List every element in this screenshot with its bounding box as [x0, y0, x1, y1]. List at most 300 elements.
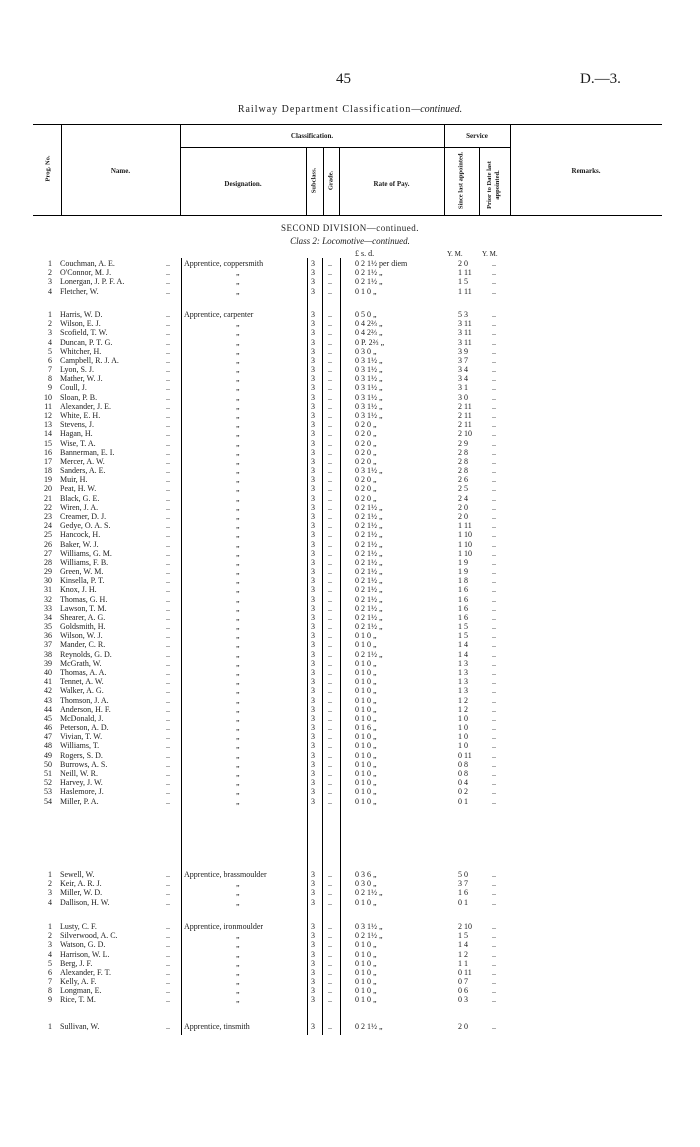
grade-dots: .. [328, 530, 332, 540]
service-since-last: 2 9 [458, 438, 468, 448]
designation-ditto: „ [236, 723, 240, 733]
rate-of-pay: 0 2 1½ „ [355, 622, 383, 632]
service-since-last: 2 0 [458, 511, 468, 521]
leader-dots: .. [166, 704, 170, 714]
employee-name: Kinsella, P. T. [60, 576, 105, 586]
page-title [0, 104, 700, 115]
rate-of-pay: 0 1 0 „ [355, 977, 377, 987]
service-since-last: 0 11 [458, 750, 472, 760]
designation-ditto: „ [236, 732, 240, 742]
prog-number: 2 [48, 268, 52, 278]
leader-dots: .. [166, 622, 170, 632]
leader-dots: .. [166, 401, 170, 411]
service-since-last: 1 6 [458, 888, 468, 898]
leader-dots: .. [166, 447, 170, 457]
currency-header: £ s. d. [355, 249, 375, 258]
designation-ditto: „ [236, 931, 240, 941]
grade-dots: .. [328, 475, 332, 485]
designation-ditto: „ [236, 401, 240, 411]
grade-dots: .. [328, 383, 332, 393]
subclass-value: 3 [311, 337, 315, 347]
grade-dots: .. [328, 355, 332, 365]
subclass-value: 3 [311, 355, 315, 365]
rate-of-pay: 0 1 0 „ [355, 995, 377, 1005]
designation-ditto: „ [236, 778, 240, 788]
leader-dots: .. [166, 796, 170, 806]
grade-dots: .. [328, 484, 332, 494]
service-since-last: 2 11 [458, 401, 472, 411]
rate-of-pay: 0 4 2⅔ „ [355, 328, 383, 338]
rate-of-pay: 0 2 1½ „ [355, 888, 383, 898]
prior-dots: .. [492, 612, 496, 622]
prog-number: 32 [44, 594, 52, 604]
grade-dots: .. [328, 940, 332, 950]
subclass-value: 3 [311, 940, 315, 950]
service-since-last: 0 2 [458, 787, 468, 797]
prior-dots: .. [492, 796, 496, 806]
prog-number: 3 [48, 940, 52, 950]
service-since-last: 1 10 [458, 539, 472, 549]
subclass-value: 3 [311, 585, 315, 595]
leader-dots: .. [166, 640, 170, 650]
service-since-last: 0 6 [458, 986, 468, 996]
rate-of-pay: 0 2 1½ „ [355, 567, 383, 577]
subclass-value: 3 [311, 704, 315, 714]
rate-of-pay: 0 2 1½ „ [355, 539, 383, 549]
subclass-value: 3 [311, 870, 315, 879]
designation-ditto: „ [236, 594, 240, 604]
prog-number: 34 [44, 612, 52, 622]
rate-of-pay: 0 2 0 „ [355, 438, 377, 448]
rate-of-pay: 0 1 0 „ [355, 787, 377, 797]
service-since-last: 2 0 [458, 502, 468, 512]
employee-name: Wise, T. A. [60, 438, 96, 448]
subclass-value: 3 [311, 567, 315, 577]
prior-dots: .. [492, 337, 496, 347]
grade-dots: .. [328, 429, 332, 439]
subclass-value: 3 [311, 410, 315, 420]
designation-ditto: „ [236, 695, 240, 705]
prior-dots: .. [492, 484, 496, 494]
designation-ditto: „ [236, 686, 240, 696]
designation-ditto: „ [236, 392, 240, 402]
designation-ditto: „ [236, 897, 240, 907]
designation-ditto: „ [236, 658, 240, 668]
service-since-last: 2 0 [458, 1022, 468, 1031]
subclass-value: 3 [311, 732, 315, 742]
service-since-last: 1 2 [458, 704, 468, 714]
prior-dots: .. [492, 704, 496, 714]
rate-of-pay: 0 3 1½ „ [355, 365, 383, 375]
prog-number: 11 [44, 401, 52, 411]
service-since-last: 1 5 [458, 631, 468, 641]
table-header [33, 124, 662, 216]
subclass-value: 3 [311, 475, 315, 485]
prior-dots: .. [492, 511, 496, 521]
employee-name: Gedye, O. A. S. [60, 521, 111, 531]
employee-name: Duncan, P. T. G. [60, 337, 113, 347]
subclass-value: 3 [311, 741, 315, 751]
rate-of-pay: 0 2 1½ „ [355, 612, 383, 622]
prog-number: 6 [48, 967, 52, 977]
prog-number: 5 [48, 346, 52, 356]
leader-dots: .. [166, 940, 170, 950]
leader-dots: .. [166, 392, 170, 402]
prog-number: 13 [44, 420, 52, 430]
prog-number: 54 [44, 796, 52, 806]
leader-dots: .. [166, 631, 170, 641]
header-prog-no: Prog. No. [44, 155, 52, 182]
prior-dots: .. [492, 594, 496, 604]
grade-dots: .. [328, 695, 332, 705]
grade-dots: .. [328, 897, 332, 907]
service-since-last: 1 6 [458, 603, 468, 613]
rate-of-pay: 0 1 0 „ [355, 704, 377, 714]
service-since-last: 1 2 [458, 949, 468, 959]
employee-name: Kelly, A. F. [60, 977, 97, 987]
table-row [0, 1022, 700, 1032]
subclass-value: 3 [311, 622, 315, 632]
subclass-value: 3 [311, 759, 315, 769]
leader-dots: .. [166, 1022, 170, 1031]
leader-dots: .. [166, 695, 170, 705]
designation-ditto: „ [236, 622, 240, 632]
prog-number: 14 [44, 429, 52, 439]
employee-name: Peat, H. W. [60, 484, 97, 494]
prog-number: 2 [48, 879, 52, 889]
grade-dots: .. [328, 723, 332, 733]
grade-dots: .. [328, 594, 332, 604]
prog-number: 9 [48, 383, 52, 393]
rate-of-pay: 0 3 1½ „ [355, 401, 383, 411]
service-since-last: 1 2 [458, 695, 468, 705]
grade-dots: .. [328, 392, 332, 402]
designation-ditto: „ [236, 374, 240, 384]
designation-ditto: „ [236, 493, 240, 503]
designation-ditto: „ [236, 420, 240, 430]
subclass-value: 3 [311, 521, 315, 531]
header-designation: Designation. [224, 180, 262, 188]
employee-name: Miller, P. A. [60, 796, 99, 806]
grade-dots: .. [328, 268, 332, 278]
leader-dots: .. [166, 268, 170, 278]
rate-of-pay: 0 1 0 „ [355, 286, 377, 296]
prior-dots: .. [492, 328, 496, 338]
leader-dots: .. [166, 539, 170, 549]
prog-number: 38 [44, 649, 52, 659]
subclass-value: 3 [311, 511, 315, 521]
prog-number: 51 [44, 769, 52, 778]
prior-dots: .. [492, 870, 496, 879]
prior-dots: .. [492, 383, 496, 393]
employee-name: Walker, A. G. [60, 686, 104, 696]
prog-number: 26 [44, 539, 52, 549]
service-since-last: 1 9 [458, 557, 468, 567]
prog-number: 36 [44, 631, 52, 641]
service-since-last: 1 8 [458, 576, 468, 586]
designation-ditto: „ [236, 383, 240, 393]
rate-of-pay: 0 2 1½ „ [355, 530, 383, 540]
employee-name: Burrows, A. S. [60, 759, 108, 769]
rate-of-pay: 0 3 6 „ [355, 870, 377, 879]
prog-number: 30 [44, 576, 52, 586]
prior-dots: .. [492, 940, 496, 950]
designation-ditto: „ [236, 631, 240, 641]
leader-dots: .. [166, 750, 170, 760]
grade-dots: .. [328, 319, 332, 329]
rate-of-pay: 0 2 1½ „ [355, 557, 383, 567]
designation-ditto: „ [236, 796, 240, 806]
employee-name: Coull, J. [60, 383, 87, 393]
rate-of-pay: 0 2 1½ „ [355, 576, 383, 586]
header-rule [180, 147, 510, 148]
leader-dots: .. [166, 870, 170, 879]
grade-dots: .. [328, 557, 332, 567]
rate-of-pay: 0 3 1½ „ [355, 922, 383, 931]
subclass-value: 3 [311, 958, 315, 968]
rate-of-pay: 0 2 1½ „ [355, 594, 383, 604]
subclass-value: 3 [311, 539, 315, 549]
prog-number: 3 [48, 277, 52, 287]
service-since-last: 1 4 [458, 649, 468, 659]
leader-dots: .. [166, 502, 170, 512]
rate-of-pay: 0 3 0 „ [355, 346, 377, 356]
prior-dots: .. [492, 585, 496, 595]
service-since-last: 3 11 [458, 319, 472, 329]
prog-number: 10 [44, 392, 52, 402]
service-since-last: 2 4 [458, 493, 468, 503]
employee-name: Williams, G. M. [60, 548, 112, 558]
prog-number: 19 [44, 475, 52, 485]
prior-dots: .. [492, 695, 496, 705]
grade-dots: .. [328, 750, 332, 760]
designation: Apprentice, ironmoulder [184, 922, 264, 931]
header-grade: Grade. [327, 170, 335, 191]
subclass-value: 3 [311, 548, 315, 558]
grade-dots: .. [328, 870, 332, 879]
service-since-last: 1 3 [458, 677, 468, 687]
rate-of-pay: 0 2 1½ „ [355, 548, 383, 558]
designation-ditto: „ [236, 502, 240, 512]
title-continued: —continued. [411, 104, 463, 115]
subclass-value: 3 [311, 986, 315, 996]
subclass-value: 3 [311, 447, 315, 457]
service-since-last: 5 0 [458, 870, 468, 879]
leader-dots: .. [166, 365, 170, 375]
employee-name: Knox, J. H. [60, 585, 97, 595]
service-since-last: 1 9 [458, 567, 468, 577]
designation-ditto: „ [236, 530, 240, 540]
service-since-last: 1 1 [458, 958, 468, 968]
designation-ditto: „ [236, 511, 240, 521]
prior-dots: .. [492, 557, 496, 567]
grade-dots: .. [328, 466, 332, 476]
grade-dots: .. [328, 732, 332, 742]
header-classification: Classification. [290, 132, 334, 140]
employee-name: Fletcher, W. [60, 286, 99, 296]
designation-ditto: „ [236, 456, 240, 466]
rate-of-pay: 0 2 1½ „ [355, 931, 383, 941]
subclass-value: 3 [311, 259, 315, 268]
service-since-last: 0 8 [458, 769, 468, 778]
leader-dots: .. [166, 484, 170, 494]
grade-dots: .. [328, 310, 332, 319]
prog-number: 35 [44, 622, 52, 632]
prior-dots: .. [492, 958, 496, 968]
subclass-value: 3 [311, 466, 315, 476]
grade-dots: .. [328, 539, 332, 549]
prior-dots: .. [492, 640, 496, 650]
leader-dots: .. [166, 374, 170, 384]
subclass-value: 3 [311, 310, 315, 319]
prog-number: 45 [44, 713, 52, 723]
subclass-value: 3 [311, 888, 315, 898]
designation-ditto: „ [236, 949, 240, 959]
employee-name: Harrison, W. L. [60, 949, 110, 959]
leader-dots: .. [166, 493, 170, 503]
rate-of-pay: 0 3 0 „ [355, 879, 377, 889]
designation-ditto: „ [236, 286, 240, 296]
rate-of-pay: 0 3 1½ „ [355, 392, 383, 402]
prior-dots: .. [492, 346, 496, 356]
prior-dots: .. [492, 922, 496, 931]
designation-ditto: „ [236, 585, 240, 595]
prog-number: 2 [48, 931, 52, 941]
designation-ditto: „ [236, 475, 240, 485]
prog-number: 7 [48, 977, 52, 987]
grade-dots: .. [328, 567, 332, 577]
leader-dots: .. [166, 649, 170, 659]
subclass-value: 3 [311, 967, 315, 977]
employee-name: Baker, W. J. [60, 539, 99, 549]
header-service: Service [466, 132, 488, 140]
prior-dots: .. [492, 677, 496, 687]
employee-name: Rice, T. M. [60, 995, 96, 1005]
prog-number: 53 [44, 787, 52, 797]
prog-number: 23 [44, 511, 52, 521]
service-since-last: 2 8 [458, 447, 468, 457]
prog-number: 39 [44, 658, 52, 668]
rate-of-pay: 0 2 1½ „ [355, 1022, 383, 1031]
prog-number: 4 [48, 949, 52, 959]
designation-ditto: „ [236, 268, 240, 278]
leader-dots: .. [166, 567, 170, 577]
leader-dots: .. [166, 310, 170, 319]
subclass-value: 3 [311, 383, 315, 393]
designation: Apprentice, brassmoulder [184, 870, 267, 879]
grade-dots: .. [328, 585, 332, 595]
leader-dots: .. [166, 686, 170, 696]
employee-name: Dallison, H. W. [60, 897, 110, 907]
subclass-value: 3 [311, 420, 315, 430]
leader-dots: .. [166, 511, 170, 521]
grade-dots: .. [328, 995, 332, 1005]
grade-dots: .. [328, 631, 332, 641]
employee-name: Lawson, T. M. [60, 603, 107, 613]
prior-dots: .. [492, 888, 496, 898]
subclass-value: 3 [311, 401, 315, 411]
leader-dots: .. [166, 949, 170, 959]
prog-number: 8 [48, 986, 52, 996]
employee-name: Williams, T. [60, 741, 100, 751]
leader-dots: .. [166, 521, 170, 531]
designation-ditto: „ [236, 337, 240, 347]
service-since-last: 0 8 [458, 759, 468, 769]
subclass-value: 3 [311, 493, 315, 503]
prior-dots: .. [492, 769, 496, 778]
leader-dots: .. [166, 787, 170, 797]
leader-dots: .. [166, 769, 170, 778]
designation-ditto: „ [236, 977, 240, 987]
prior-dots: .. [492, 778, 496, 788]
prog-number: 4 [48, 286, 52, 296]
grade-dots: .. [328, 931, 332, 941]
designation-ditto: „ [236, 958, 240, 968]
rate-of-pay: 0 2 1½ „ [355, 649, 383, 659]
designation-ditto: „ [236, 410, 240, 420]
grade-dots: .. [328, 365, 332, 375]
rate-of-pay: 0 2 1½ „ [355, 521, 383, 531]
leader-dots: .. [166, 346, 170, 356]
prog-number: 42 [44, 686, 52, 696]
grade-dots: .. [328, 888, 332, 898]
subclass-value: 3 [311, 484, 315, 494]
employee-name: O'Connor, M. J. [60, 268, 112, 278]
leader-dots: .. [166, 732, 170, 742]
header-subclass: Subclass. [310, 167, 318, 194]
leader-dots: .. [166, 319, 170, 329]
service-since-last: 3 7 [458, 879, 468, 889]
prior-dots: .. [492, 879, 496, 889]
prog-number: 18 [44, 466, 52, 476]
rate-of-pay: 0 2 0 „ [355, 420, 377, 430]
grade-dots: .. [328, 622, 332, 632]
employee-name: Black, G. E. [60, 493, 100, 503]
prior-dots: .. [492, 995, 496, 1005]
subclass-value: 3 [311, 429, 315, 439]
prog-number: 46 [44, 723, 52, 733]
rate-of-pay: 0 1 0 „ [355, 759, 377, 769]
designation-ditto: „ [236, 484, 240, 494]
service-since-last: 0 11 [458, 967, 472, 977]
prog-number: 31 [44, 585, 52, 595]
header-name: Name. [110, 167, 131, 175]
rate-of-pay: 0 2 0 „ [355, 475, 377, 485]
leader-dots: .. [166, 967, 170, 977]
designation-ditto: „ [236, 567, 240, 577]
service-since-last: 2 11 [458, 410, 472, 420]
service-since-last: 3 7 [458, 355, 468, 365]
leader-dots: .. [166, 612, 170, 622]
employee-name: Peterson, A. D. [60, 723, 109, 733]
grade-dots: .. [328, 277, 332, 287]
employee-name: Vivian, T. W. [60, 732, 103, 742]
subclass-value: 3 [311, 879, 315, 889]
designation-ditto: „ [236, 319, 240, 329]
designation-ditto: „ [236, 759, 240, 769]
prior-dots: .. [492, 658, 496, 668]
rate-of-pay: 0 1 6 „ [355, 723, 377, 733]
designation-ditto: „ [236, 704, 240, 714]
rate-of-pay: 0 4 2⅔ „ [355, 319, 383, 329]
employee-name: McDonald, J. [60, 713, 104, 723]
prior-dots: .. [492, 268, 496, 278]
designation-ditto: „ [236, 447, 240, 457]
rate-of-pay: 0 2 1½ per diem [355, 259, 408, 268]
employee-name: Mather, W. J. [60, 374, 103, 384]
employee-name: Mercer, A. W. [60, 456, 105, 466]
rate-of-pay: 0 1 0 „ [355, 897, 377, 907]
